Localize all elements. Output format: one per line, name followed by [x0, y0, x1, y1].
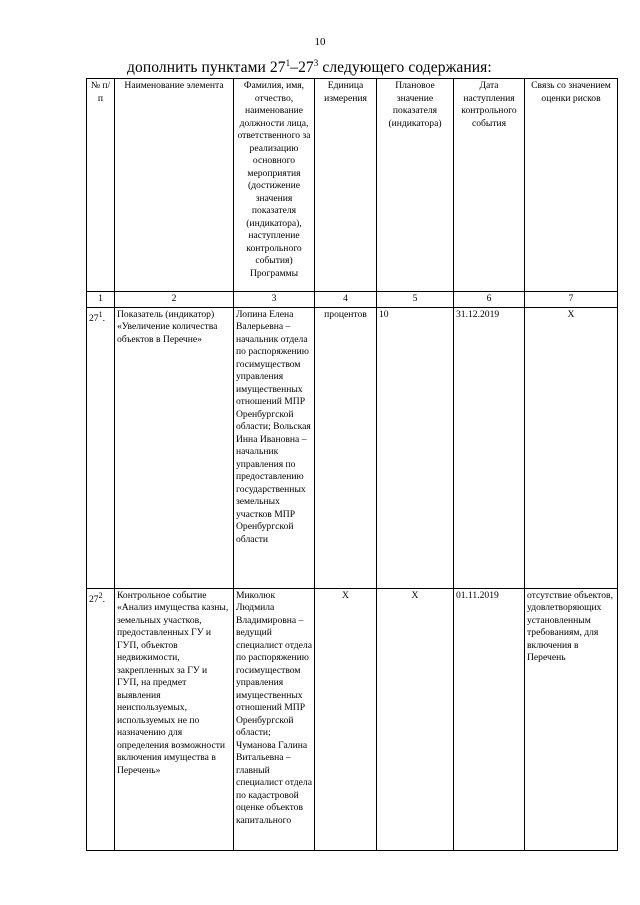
row-planned: Х	[377, 588, 454, 850]
row-date: 01.11.2019	[454, 588, 525, 850]
intro-prefix: дополнить пунктами 27	[127, 59, 286, 77]
header-unit: Единица измерения	[315, 79, 377, 292]
row-name: Показатель (индикатор) «Увеличение количества объектов в Перечне»	[115, 307, 234, 588]
table-row	[87, 588, 618, 850]
row-number	[87, 588, 115, 850]
intro-sup-2: 3	[313, 58, 319, 68]
row-name: Контрольное событие «Анализ имущества казны, земельных участков, предоставленных ГУ и ГУП, объектов недвижимости, закрепленных за ГУ и ГУП, на предмет выявления неиспользуемых, используемых не по назначению для определения возможности включения имущества в Перечень»	[115, 588, 234, 850]
column-number: 2	[115, 292, 234, 308]
header-risk: Связь со значением оценки рисков	[525, 79, 618, 292]
column-number: 6	[454, 292, 525, 308]
header-responsible: Фамилия, имя, отчество, наименование должности лица, ответственного за реализацию основного мероприятия (достижение значения показателя (индикатора), наступление контрольного события) Программы	[234, 79, 315, 292]
row-number-sup: 1	[98, 309, 103, 319]
intro-text	[127, 58, 492, 77]
table-row	[87, 307, 618, 588]
header-name: Наименование элемента	[115, 79, 234, 292]
column-number: 5	[377, 292, 454, 308]
row-responsible: Лопина Елена Валерьевна – начальник отдела по распоряжению госимуществом управления имущественных отношений МПР Оренбургской области; Вольская Инна Ивановна – начальник управления по предоставлению государственных земельных участков МПР Оренбургской области	[234, 307, 315, 588]
row-risk: отсутствие объектов, удовлетворяющих установленным требованиям, для включения в Перечень	[525, 588, 618, 850]
row-risk: Х	[525, 307, 618, 588]
column-number-row	[87, 292, 618, 308]
header-num: № п/п	[87, 79, 115, 292]
intro-sup-1: 1	[285, 58, 291, 68]
row-unit: процентов	[315, 307, 377, 588]
intro-suffix: следующего содержания:	[318, 59, 492, 77]
header-planned: Плановое значение показателя (индикатора)	[377, 79, 454, 292]
row-unit: Х	[315, 588, 377, 850]
row-number-base: 27	[89, 312, 99, 324]
row-number	[87, 307, 115, 588]
row-responsible: Миколюк Людмила Владимировна – ведущий специалист отдела по распоряжению госимуществом управления имущественных отношений МПР Оренбургской области; Чуманова Галина Витальевна – главный специалист отдела по кадастровой оценке объектов капитального	[234, 588, 315, 850]
row-number-base: 27	[89, 593, 99, 605]
intro-dash: –27	[290, 59, 314, 77]
table-header-row	[87, 79, 618, 292]
header-date: Дата наступления контрольного события	[454, 79, 525, 292]
row-planned: 10	[377, 307, 454, 588]
column-number: 1	[87, 292, 115, 308]
column-number: 7	[525, 292, 618, 308]
column-number: 3	[234, 292, 315, 308]
row-number-tail: .	[102, 312, 105, 324]
row-date: 31.12.2019	[454, 307, 525, 588]
measures-table	[86, 78, 618, 851]
column-number: 4	[315, 292, 377, 308]
row-number-sup: 2	[98, 590, 103, 600]
row-number-tail: .	[102, 593, 105, 605]
page-number: 10	[314, 36, 326, 48]
